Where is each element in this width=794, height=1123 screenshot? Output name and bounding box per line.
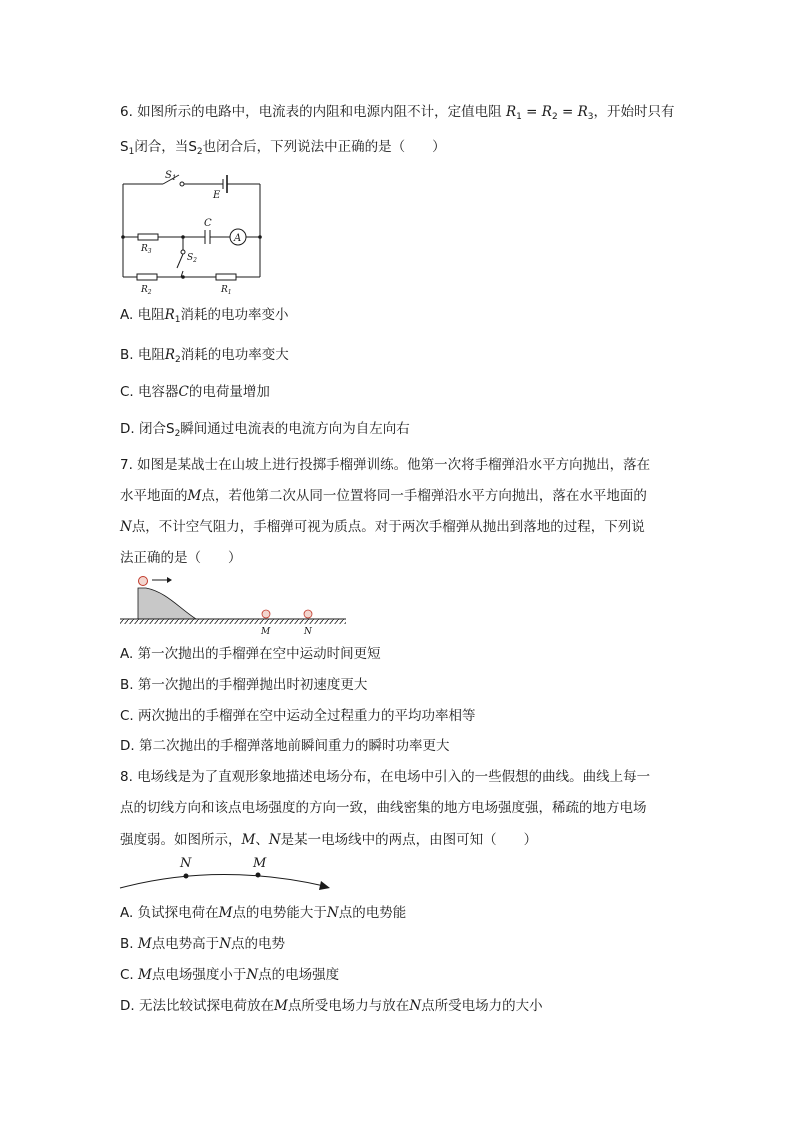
r1-symbol: R [164, 307, 175, 323]
option-text: A. 电阻 [120, 307, 165, 323]
s1-symbol: S [120, 139, 129, 155]
option-text: 的电荷量增加 [188, 384, 270, 400]
point-m [256, 873, 261, 878]
r1-sub: 1 [174, 315, 181, 325]
q6-option-c [120, 382, 270, 402]
r2-label: $R_2$ [141, 285, 152, 296]
r3-sub: 3 [587, 112, 594, 122]
r1-symbol: R [505, 104, 517, 120]
s1-sub: 1 [128, 147, 135, 157]
option-text: A. 负试探电荷在 [120, 905, 219, 921]
q8-text: 强度弱。如图所示， [120, 832, 242, 848]
option-text: B. [120, 936, 138, 952]
q8-option-c [120, 965, 339, 985]
n-symbol: N [409, 998, 422, 1014]
q7-text: 水平地面的 [120, 488, 188, 504]
field-line [120, 874, 324, 888]
n-symbol: N [219, 936, 231, 952]
option-text: D. 闭合 [120, 421, 166, 437]
ground-hatch [120, 619, 346, 624]
ammeter-icon: A [234, 233, 242, 244]
q8-stem-line-2: 点的切线方向和该点电场强度的方向一致，曲线密集的地方电场强度强，稀疏的地方电场 [120, 800, 647, 816]
r3-label: $R_3$ [141, 244, 152, 255]
q8-text: 是某一电场线中的两点，由图可知（ ） [280, 832, 538, 848]
q8-text: 、 [255, 832, 269, 848]
q7-option-a: A. 第一次抛出的手榴弹在空中运动时间更短 [120, 646, 381, 662]
option-text: C. 电容器 [120, 384, 179, 400]
field-arrow-icon [319, 881, 330, 890]
q7-stem-line-4: 法正确的是（ ） [120, 550, 242, 566]
option-text: 点的电势能大于 [232, 905, 327, 921]
option-text: 点电场强度小于 [151, 967, 247, 983]
m-symbol: M [241, 832, 256, 848]
q6-option-d [120, 419, 410, 444]
n-label: N [180, 856, 192, 871]
option-text: 点的电势 [231, 936, 285, 952]
s2-label: $S_2$ [187, 253, 197, 264]
m-symbol: M [138, 967, 152, 983]
e-label: E [213, 190, 221, 201]
point-n [184, 874, 189, 879]
grenade-icon [139, 577, 148, 586]
q7-text: 点，不计空气阻力，手榴弹可视为质点。对于两次手榴弹从抛出到落地的过程，下列说 [131, 519, 645, 535]
q6-text: ，开始时只有 [593, 104, 675, 120]
q6-text: 6. 如图所示的电路中，电流表的内阻和电源内阻不计，定值电阻 [120, 104, 502, 120]
option-text: 消耗的电功率变大 [180, 347, 289, 363]
q8-option-d [120, 996, 543, 1016]
s2-sub: 2 [174, 429, 181, 439]
q6-text: 闭合，当 [134, 139, 189, 155]
m-label: M [261, 627, 271, 637]
option-text: C. [120, 967, 139, 983]
r2-sub: 2 [551, 112, 558, 122]
r1-label: $R_1$ [221, 285, 232, 296]
option-text: 瞬间通过电流表的电流方向为自左向右 [180, 421, 410, 437]
q7-option-c: C. 两次抛出的手榴弹在空中运动全过程重力的平均功率相等 [120, 708, 476, 724]
n-symbol: N [268, 832, 281, 848]
q8-option-b [120, 934, 285, 954]
q6-option-a [120, 305, 289, 330]
m-symbol: M [218, 905, 233, 921]
eq-sign: = [526, 104, 538, 120]
arrow-head-icon [167, 577, 172, 583]
hill-slope [138, 588, 196, 619]
s1-label: $S_1$ [165, 170, 177, 182]
option-text: B. 电阻 [120, 347, 165, 363]
q7-stem-line-2 [120, 486, 647, 506]
m-label: M [253, 856, 267, 871]
c-symbol: C [178, 384, 189, 400]
grenade-n-icon [304, 610, 312, 618]
r2-symbol: R [541, 104, 552, 120]
grenade-m-icon [262, 610, 270, 618]
option-text: 点电势高于 [151, 936, 220, 952]
option-text: 点所受电场力的大小 [421, 998, 543, 1014]
s2-sub: 2 [196, 147, 203, 157]
option-text: 消耗的电功率变小 [180, 307, 289, 323]
s2-symbol: S [188, 139, 197, 155]
option-text: 点的电场强度 [258, 967, 340, 983]
r2-sub: 2 [175, 355, 181, 365]
c-label: C [204, 218, 212, 229]
q7-option-d: D. 第二次抛出的手榴弹落地前瞬间重力的瞬时功率更大 [120, 738, 450, 754]
n-label: N [304, 627, 312, 637]
m-symbol: M [187, 488, 202, 504]
option-text: 点所受电场力与放在 [287, 998, 410, 1014]
q6-stem-line-1 [120, 102, 675, 127]
field-line-diagram [118, 852, 340, 894]
m-symbol: M [273, 998, 288, 1014]
n-symbol: N [246, 967, 259, 983]
q6-text: 也闭合后，下列说法中正确的是（ ） [202, 139, 446, 155]
r3-symbol: R [577, 104, 588, 120]
q7-text: 点，若他第二次从同一位置将同一手榴弹沿水平方向抛出，落在水平地面的 [201, 488, 647, 504]
hill-projectile-diagram [118, 572, 350, 642]
eq-sign: = [561, 104, 574, 120]
r1-sub: 1 [516, 112, 522, 122]
q7-option-b: B. 第一次抛出的手榴弹抛出时初速度更大 [120, 677, 368, 693]
q8-stem-line-1: 8. 电场线是为了直观形象地描述电场分布，在电场中引入的一些假想的曲线。曲线上每一 [120, 769, 651, 785]
q6-stem-line-2 [120, 137, 446, 162]
q6-option-b [120, 345, 289, 370]
s2-symbol: S [165, 421, 175, 437]
m-symbol: M [137, 936, 152, 952]
q8-option-a [120, 903, 406, 923]
q7-stem-line-3 [120, 517, 645, 537]
circuit-diagram [115, 168, 270, 296]
q8-stem-line-3 [120, 830, 537, 850]
n-symbol: N [326, 905, 339, 921]
n-symbol: N [120, 519, 132, 535]
option-text: D. 无法比较试探电荷放在 [120, 998, 274, 1014]
q7-stem-line-1: 7. 如图是某战士在山坡上进行投掷手榴弹训练。他第一次将手榴弹沿水平方向抛出，落在 [120, 457, 651, 473]
r2-symbol: R [164, 347, 176, 363]
option-text: 点的电势能 [338, 905, 407, 921]
